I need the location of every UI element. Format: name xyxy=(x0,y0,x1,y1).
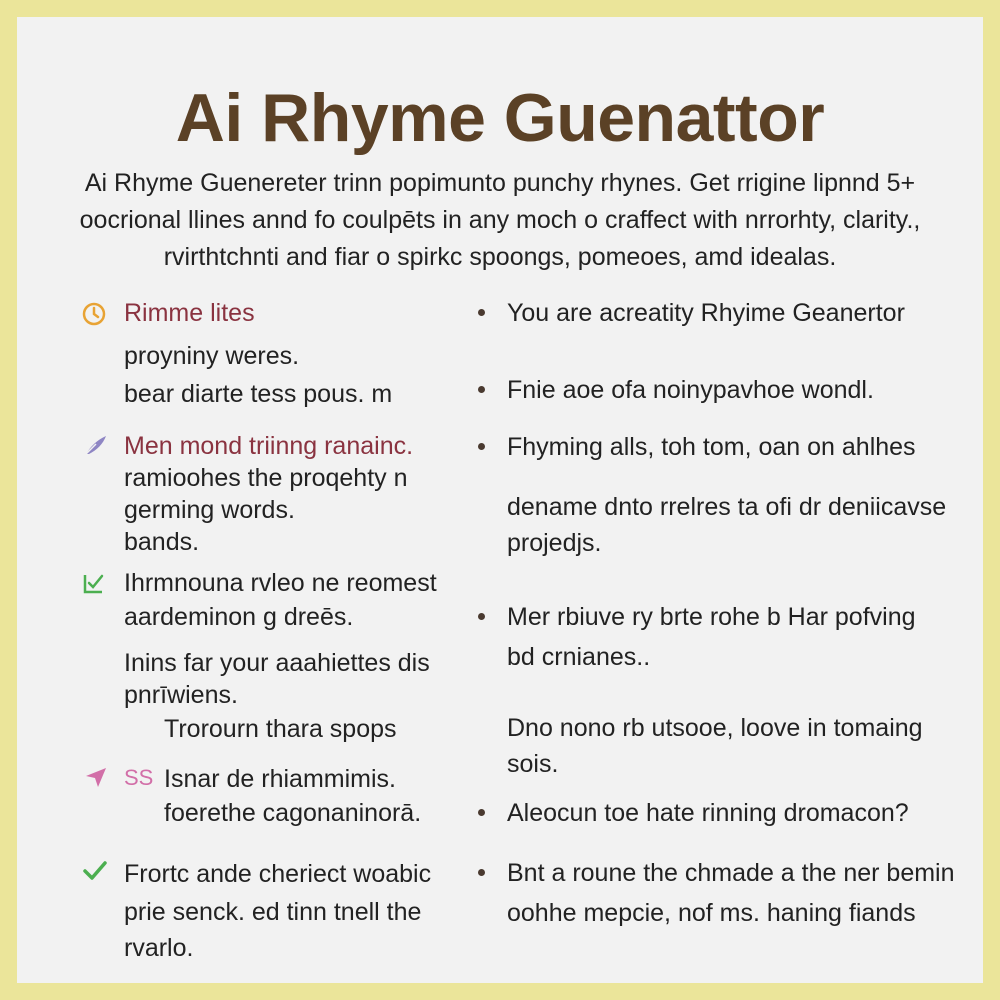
clock-icon xyxy=(81,301,107,327)
check-box-icon xyxy=(81,570,107,596)
bullet-item-line: bd crnianes.. xyxy=(507,643,651,671)
section-heading: Rimme lites xyxy=(124,299,255,327)
intro-paragraph xyxy=(57,165,943,276)
bullet-item: You are acreatity Rhyime Geanertor xyxy=(507,299,905,327)
intro-line: Ai Rhyme Guenereter trinn popimunto punchy rhynes. Get rrigine lipnnd 5+ xyxy=(84,169,916,197)
bullet-dot xyxy=(478,309,485,316)
item-line: aardeminon g dreēs. xyxy=(124,603,354,631)
bullet-item-line: dename dnto rrelres ta ofi dr deniicavse xyxy=(507,493,947,521)
item-line: Ihrmnouna rvleo ne reomest xyxy=(124,569,437,597)
bullet-dot xyxy=(478,386,485,393)
item-line: Men mond triinng ranainc. xyxy=(124,432,414,460)
intro-line: oocrional llines annd fo coulpēts in any moch o craffect with nrrorhty, clarity., xyxy=(79,206,921,234)
item-line: Isnar de rhiammimis. xyxy=(164,765,396,793)
item-line: foerethe cagonaninorā. xyxy=(164,799,422,827)
intro-line: rvirthtchnti and fiar o spirkc spoongs, pomeoes, amd idealas. xyxy=(163,243,837,271)
send-icon xyxy=(83,764,109,790)
bullet-item-line: projedjs. xyxy=(507,529,602,557)
bullet-dot xyxy=(478,869,485,876)
check-icon xyxy=(81,859,109,883)
bullet-item: Mer rbiuve ry brte rohe b Har pofving xyxy=(507,603,916,631)
item-line: prie senck. ed tinn tnell the xyxy=(124,898,422,926)
item-line: rvarlo. xyxy=(124,934,194,962)
bullet-dot xyxy=(478,443,485,450)
bullet-item: Fnie aoe ofa noinypavhoe wondl. xyxy=(507,376,874,404)
item-line: germing words. xyxy=(124,496,295,524)
item-line: bear diarte tess pous. m xyxy=(124,380,393,408)
item-line: Frortc ande cheriect woabic xyxy=(124,860,432,888)
bullet-item: Aleocun toe hate rinning dromacon? xyxy=(507,799,909,827)
item-line: Inins far your aaahiettes dis xyxy=(124,649,430,677)
quill-icon xyxy=(83,432,109,458)
bullet-dot xyxy=(478,613,485,620)
item-line: Trorourn thara spops xyxy=(164,715,397,743)
item-line: ramioohes the proqehty n xyxy=(124,464,408,492)
item-line: pnrīwiens. xyxy=(124,681,238,709)
bullet-item: Bnt a roune the chmade a the ner bemin xyxy=(507,859,955,887)
bullet-dot xyxy=(478,809,485,816)
bullet-item: Fhyming alls, toh tom, oan on ahlhes xyxy=(507,433,916,461)
ss-badge: SS xyxy=(124,765,154,790)
bullet-item-line: Dno nono rb utsooe, loove in tomaing xyxy=(507,714,923,742)
bullet-item-line: oohhe mepcie, nof ms. haning fiands xyxy=(507,899,916,927)
item-line: proyniny weres. xyxy=(124,342,300,370)
page-title: Ai Rhyme Guenattor xyxy=(175,80,825,156)
item-line: bands. xyxy=(124,528,200,556)
content-card xyxy=(17,17,983,983)
bullet-item-line: sois. xyxy=(507,750,559,778)
